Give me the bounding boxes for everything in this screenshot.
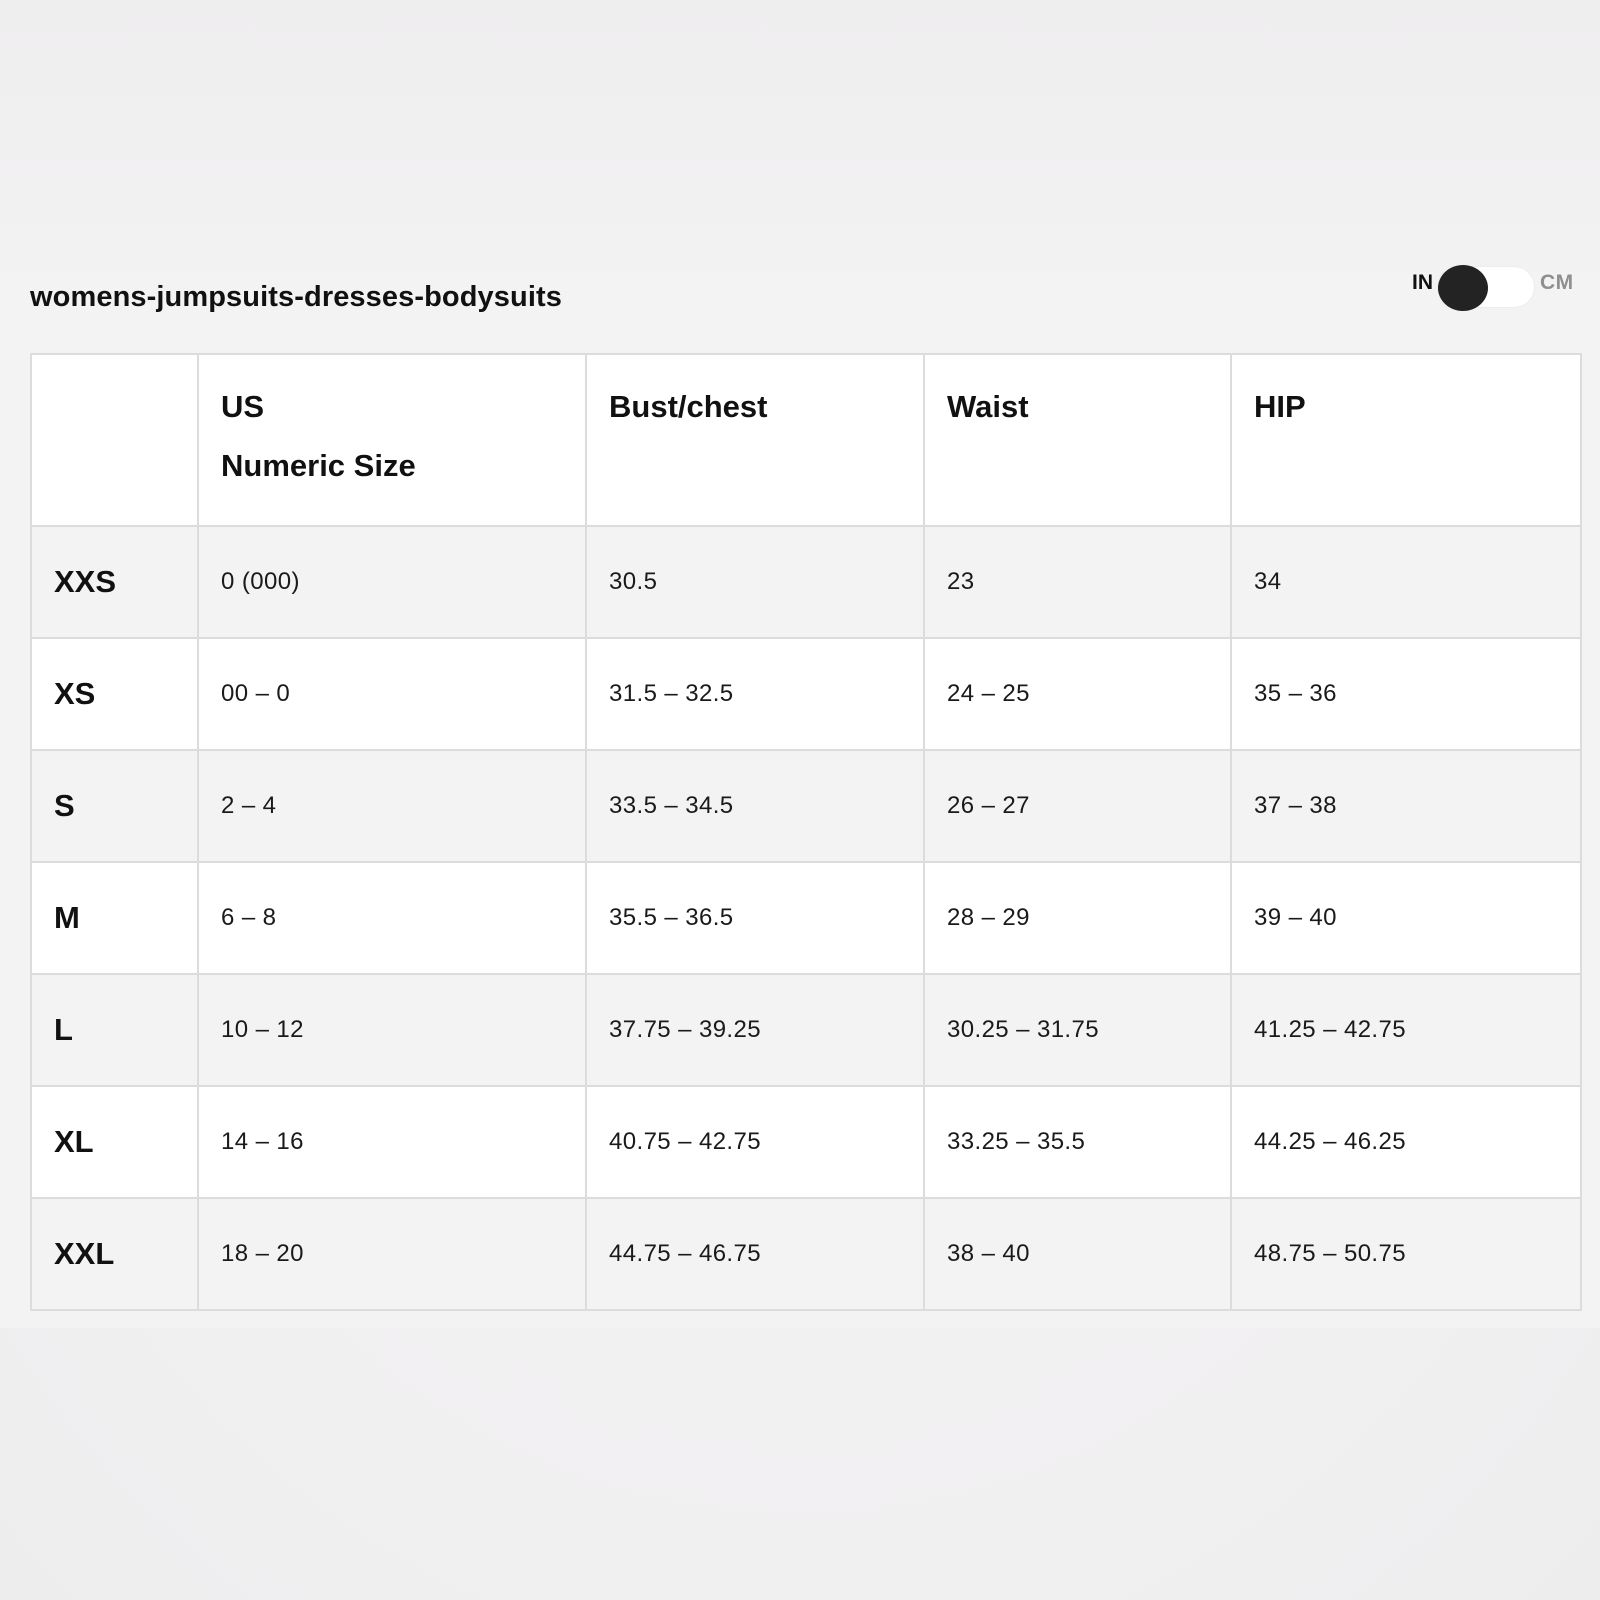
unit-toggle[interactable] bbox=[1408, 263, 1578, 313]
table-row bbox=[31, 974, 1581, 1086]
top-background bbox=[0, 0, 1600, 272]
unit-cm-label[interactable]: CM bbox=[1540, 271, 1574, 294]
us-cell: 14 – 16 bbox=[198, 1086, 586, 1198]
waist-cell: 28 – 29 bbox=[924, 862, 1231, 974]
size-cell: S bbox=[31, 750, 198, 862]
hip-cell: 39 – 40 bbox=[1231, 862, 1581, 974]
unit-in-label[interactable]: IN bbox=[1412, 271, 1433, 294]
bust-cell: 33.5 – 34.5 bbox=[586, 750, 924, 862]
waist-cell: 38 – 40 bbox=[924, 1198, 1231, 1310]
bust-cell: 40.75 – 42.75 bbox=[586, 1086, 924, 1198]
us-cell: 2 – 4 bbox=[198, 750, 586, 862]
size-cell: M bbox=[31, 862, 198, 974]
bust-cell: 37.75 – 39.25 bbox=[586, 974, 924, 1086]
table-row bbox=[31, 750, 1581, 862]
table-header-bust bbox=[586, 354, 924, 526]
hip-cell: 41.25 – 42.75 bbox=[1231, 974, 1581, 1086]
hip-cell: 48.75 – 50.75 bbox=[1231, 1198, 1581, 1310]
hip-cell: 44.25 – 46.25 bbox=[1231, 1086, 1581, 1198]
us-cell: 18 – 20 bbox=[198, 1198, 586, 1310]
hip-cell: 34 bbox=[1231, 526, 1581, 638]
table-header-row bbox=[31, 354, 1581, 526]
size-cell: XXL bbox=[31, 1198, 198, 1310]
waist-cell: 30.25 – 31.75 bbox=[924, 974, 1231, 1086]
table-row bbox=[31, 526, 1581, 638]
table-header-hip-label: HIP bbox=[1254, 389, 1306, 424]
size-cell: L bbox=[31, 974, 198, 1086]
table-header-us bbox=[198, 354, 586, 526]
table-header-us-line2: Numeric Size bbox=[221, 448, 416, 483]
waist-cell: 33.25 – 35.5 bbox=[924, 1086, 1231, 1198]
table-row bbox=[31, 1198, 1581, 1310]
bust-cell: 44.75 – 46.75 bbox=[586, 1198, 924, 1310]
bust-cell: 30.5 bbox=[586, 526, 924, 638]
waist-cell: 24 – 25 bbox=[924, 638, 1231, 750]
size-cell: XXS bbox=[31, 526, 198, 638]
hip-cell: 37 – 38 bbox=[1231, 750, 1581, 862]
us-cell: 6 – 8 bbox=[198, 862, 586, 974]
waist-cell: 23 bbox=[924, 526, 1231, 638]
table-header-hip bbox=[1231, 354, 1581, 526]
unit-switch[interactable] bbox=[1438, 267, 1534, 307]
unit-switch-knob[interactable] bbox=[1438, 265, 1488, 311]
table-header-waist-label: Waist bbox=[947, 389, 1029, 424]
table-row bbox=[31, 862, 1581, 974]
waist-cell: 26 – 27 bbox=[924, 750, 1231, 862]
us-cell: 0 (000) bbox=[198, 526, 586, 638]
table-row bbox=[31, 1086, 1581, 1198]
table-header-waist bbox=[924, 354, 1231, 526]
hip-cell: 35 – 36 bbox=[1231, 638, 1581, 750]
table-header-size bbox=[31, 354, 198, 526]
bust-cell: 35.5 – 36.5 bbox=[586, 862, 924, 974]
us-cell: 10 – 12 bbox=[198, 974, 586, 1086]
size-cell: XS bbox=[31, 638, 198, 750]
table-header-us-line1: US bbox=[221, 389, 265, 424]
bust-cell: 31.5 – 32.5 bbox=[586, 638, 924, 750]
us-cell: 00 – 0 bbox=[198, 638, 586, 750]
page-title: womens-jumpsuits-dresses-bodysuits bbox=[30, 281, 562, 313]
table-row bbox=[31, 638, 1581, 750]
size-table bbox=[30, 353, 1582, 1311]
table-header-bust-label: Bust/chest bbox=[609, 389, 768, 424]
size-cell: XL bbox=[31, 1086, 198, 1198]
